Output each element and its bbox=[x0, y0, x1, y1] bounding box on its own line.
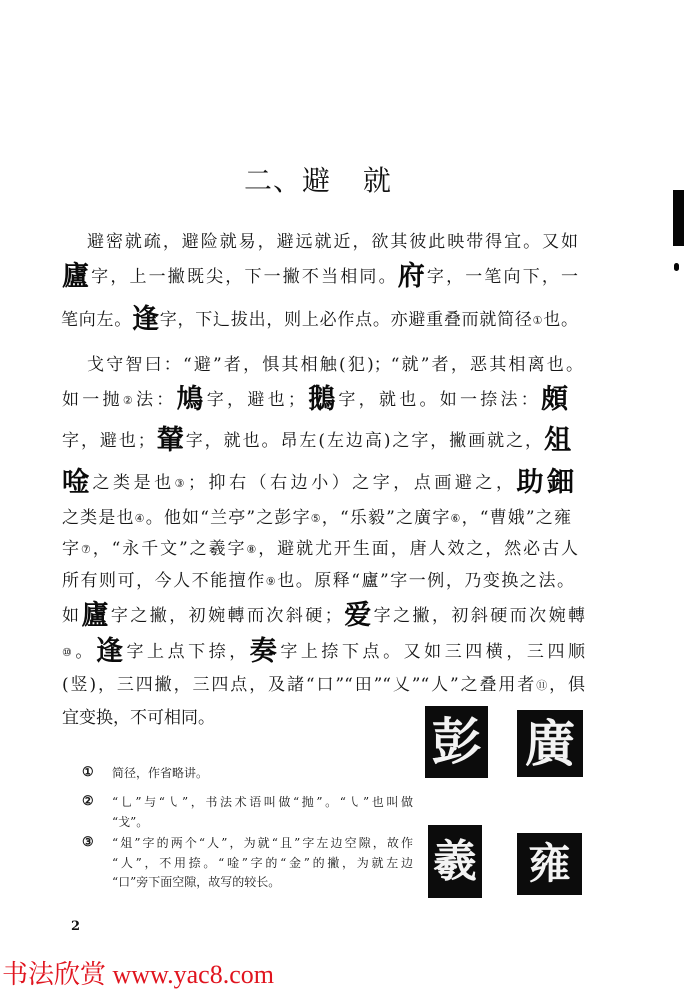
text-line bbox=[62, 424, 571, 458]
text-run: 如 bbox=[62, 606, 82, 626]
text-run: 字，就也。昂左(左边高)之字，撇画就之， bbox=[185, 431, 545, 451]
page-number: 2 bbox=[71, 919, 81, 934]
text-run: 字上点下捺， bbox=[126, 642, 250, 662]
text-run: 字，避也； bbox=[206, 390, 305, 410]
text-run: 字之撇，初婉轉而次斜硬； bbox=[110, 606, 342, 626]
text-line bbox=[62, 260, 578, 294]
footnote-text: “俎”字的两个“人”，为就“且”字左边空隙，故作 bbox=[112, 836, 413, 850]
text-line bbox=[87, 225, 578, 259]
footnote-text: “戈”。 bbox=[112, 815, 149, 829]
text-run: 字上捺下点。又如三四横，三四顺 bbox=[280, 642, 585, 662]
text-run: 字，就也。如一捺法： bbox=[338, 390, 542, 410]
calligraphy-glyph: 唫 bbox=[62, 467, 93, 498]
text-run: 所有则可，今人不能擅作 bbox=[62, 571, 266, 591]
text-run: 宜变换，不可相同。 bbox=[62, 708, 215, 728]
footnote-ref: ⑪ bbox=[536, 679, 550, 692]
text-run: 之类是也 bbox=[92, 473, 175, 493]
text-run: ；抑右（右边小）之字，点画避之， bbox=[188, 473, 517, 493]
footnote-ref: ④ bbox=[134, 512, 146, 525]
calligraphy-glyph: 廬 bbox=[62, 261, 92, 292]
scan-speck bbox=[674, 263, 679, 271]
text-run: 如一抛 bbox=[62, 390, 123, 410]
footnote-text: 简径，作省略讲。 bbox=[112, 766, 209, 780]
text-run: 之类是也 bbox=[62, 508, 135, 528]
text-line bbox=[62, 532, 578, 566]
footnote-ref: ③ bbox=[174, 477, 189, 490]
calligraphy-glyph: 鵝 bbox=[304, 384, 339, 415]
footnote-ref: ⑧ bbox=[246, 543, 259, 556]
text-line bbox=[62, 599, 585, 633]
footnote-text: “乚”与“㇂”，书法术语叫做“抛”。“㇂”也叫做 bbox=[112, 795, 413, 809]
scan-edge-mark bbox=[673, 190, 684, 246]
calligraphy-sample-xi: 羲 bbox=[428, 825, 482, 898]
text-run: 字 bbox=[62, 539, 81, 559]
text-run: 字，下辶拔出，则上必作点。亦避重叠而就简径 bbox=[159, 310, 533, 330]
text-run: 笔向左。 bbox=[61, 310, 133, 330]
text-line bbox=[87, 348, 583, 382]
footnote-marker: ① bbox=[82, 765, 94, 780]
footnote-marker: ③ bbox=[82, 835, 94, 850]
text-run: 戈守智曰：“避”者，惧其相触(犯)；“就”者，恶其相离也。 bbox=[87, 355, 583, 375]
text-line bbox=[62, 564, 574, 598]
text-run: ，俱 bbox=[549, 675, 585, 695]
text-run: 避密就疏，避险就易，避远就近，欲其彼此映带得宜。又如 bbox=[87, 232, 578, 252]
text-run: 。他如“兰亭”之彭字 bbox=[145, 508, 311, 528]
text-run: 法： bbox=[135, 390, 177, 410]
calligraphy-glyph: 逢 bbox=[95, 636, 127, 667]
calligraphy-glyph: 廬 bbox=[81, 600, 111, 631]
section-title: 二、避 就 bbox=[244, 164, 392, 197]
footnote-ref: ⑦ bbox=[80, 543, 93, 556]
calligraphy-glyph: 鳩 bbox=[176, 384, 207, 415]
footnote-ref: ⑤ bbox=[310, 512, 322, 525]
footnote-text: “人”，不用捺。“唫”字的“金”的撇，为就左边 bbox=[112, 856, 413, 870]
footnote-ref: ⑥ bbox=[450, 512, 462, 525]
text-run: (竖)，三四撇，三四点，及諸“口”“田”“乂”“人”之叠用者 bbox=[62, 675, 537, 695]
text-run: 也。原释“廬”字一例，乃变换之法。 bbox=[277, 571, 574, 591]
site-watermark: 书法欣赏 www.yac8.com bbox=[2, 960, 274, 989]
text-line bbox=[62, 466, 574, 500]
calligraphy-glyph: 俎 bbox=[544, 425, 572, 456]
text-run: 字，上一撇既尖，下一撇不当相同。 bbox=[91, 267, 398, 287]
calligraphy-sample-guang: 廣 bbox=[517, 710, 583, 777]
text-line bbox=[62, 635, 585, 669]
calligraphy-glyph: 奏 bbox=[249, 636, 281, 667]
footnote-ref: ① bbox=[532, 314, 544, 327]
text-line bbox=[62, 668, 585, 702]
text-run: 字，避也； bbox=[62, 431, 155, 451]
text-run: 。 bbox=[75, 642, 96, 662]
text-run: ，“永千文”之羲字 bbox=[92, 539, 247, 559]
footnote-ref: ② bbox=[122, 394, 136, 407]
text-run: ，“乐毅”之廣字 bbox=[321, 508, 451, 528]
footnote-text: “口”旁下面空隙，故写的较长。 bbox=[112, 875, 281, 889]
text-line bbox=[62, 383, 568, 417]
footnote-marker: ② bbox=[82, 794, 94, 809]
footnote-ref: ⑩ bbox=[62, 646, 76, 659]
calligraphy-sample-peng: 彭 bbox=[425, 706, 488, 778]
calligraphy-glyph: 逢 bbox=[132, 304, 160, 335]
text-run: 字，一笔向下，一 bbox=[426, 267, 579, 287]
calligraphy-sample-yong: 雍 bbox=[517, 833, 582, 895]
footnote-ref: ⑨ bbox=[265, 575, 278, 588]
text-run: ，避就尤开生面，唐人效之，然必古人 bbox=[258, 539, 579, 559]
text-run: 字之撇，初斜硬而次婉轉 bbox=[373, 606, 586, 626]
calligraphy-glyph: 爱 bbox=[341, 600, 374, 631]
text-run: 也。 bbox=[543, 310, 579, 330]
calligraphy-glyph: 助鈿 bbox=[516, 467, 574, 498]
text-line bbox=[62, 701, 402, 735]
calligraphy-glyph: 輦 bbox=[154, 425, 186, 456]
text-run: ，“曹娥”之雍 bbox=[461, 508, 571, 528]
text-line bbox=[62, 501, 571, 535]
calligraphy-glyph: 府 bbox=[397, 261, 427, 292]
text-line bbox=[61, 303, 578, 337]
calligraphy-glyph: 頗 bbox=[541, 384, 569, 415]
